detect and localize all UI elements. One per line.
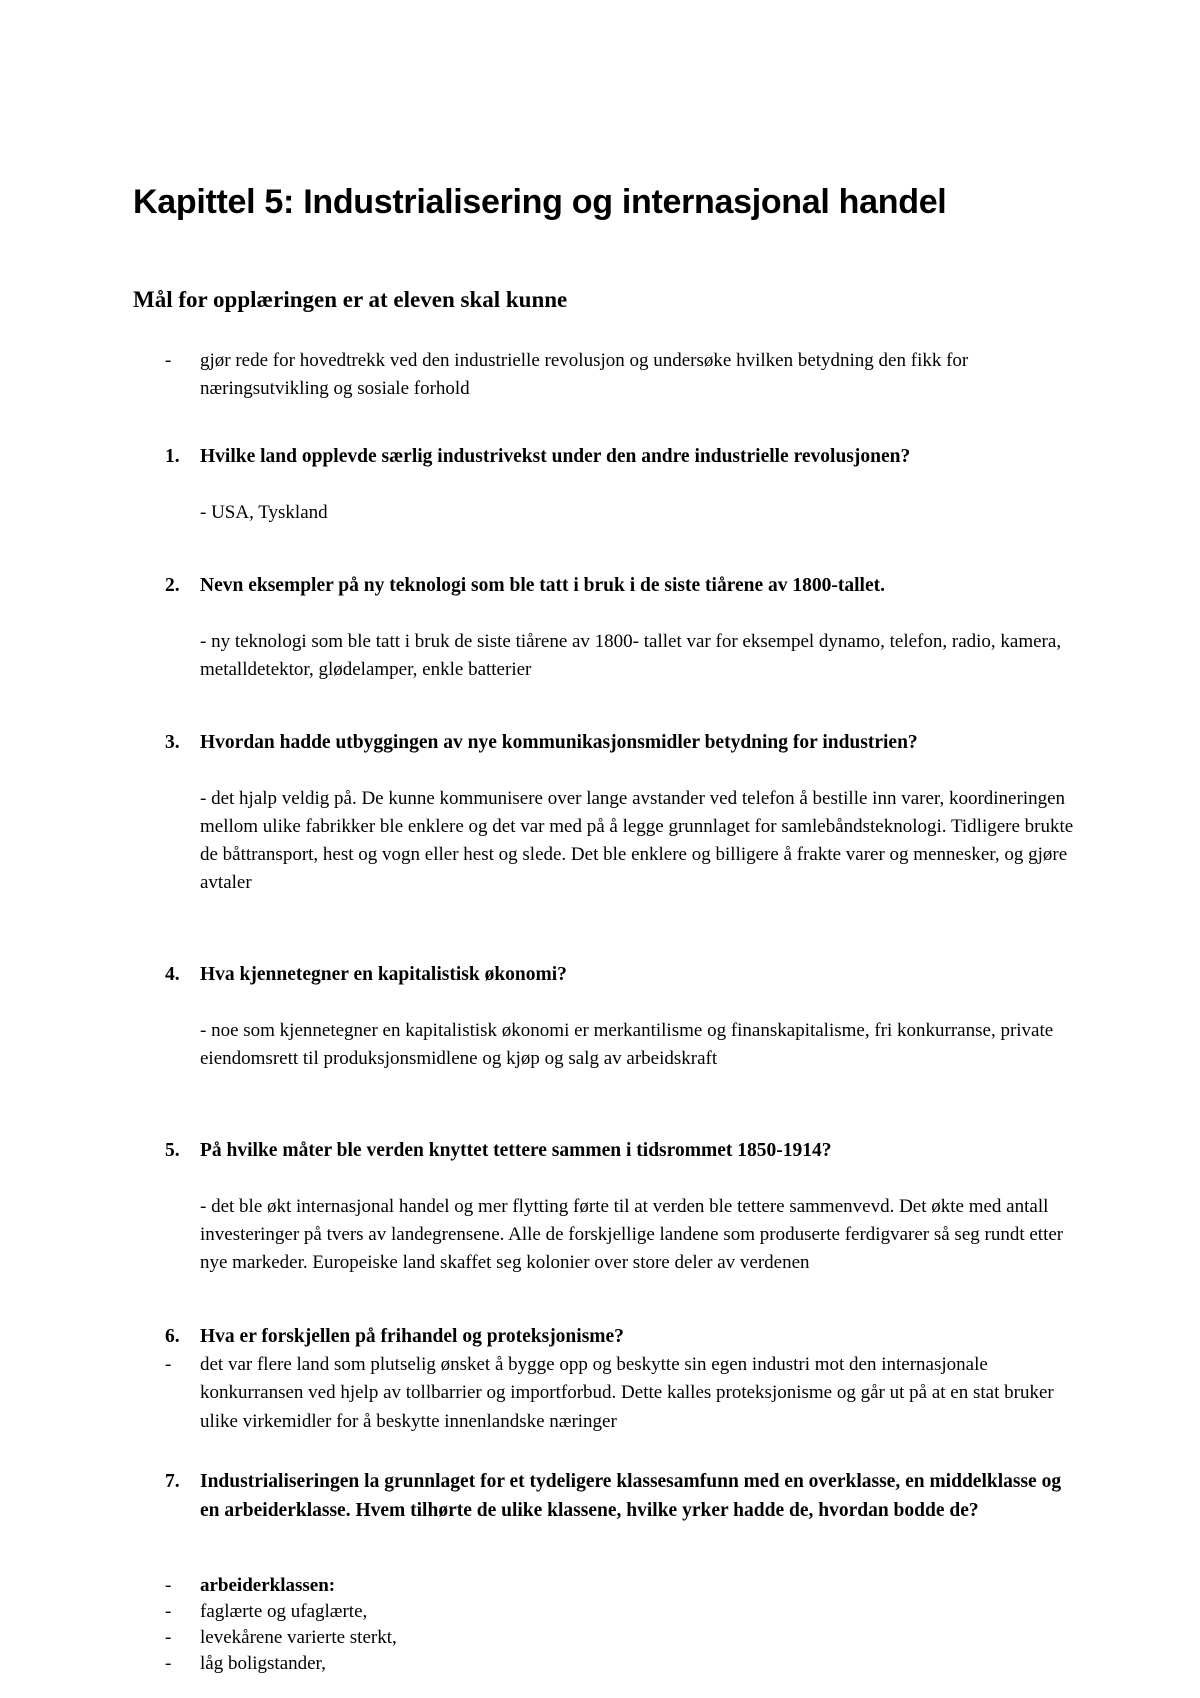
question-block-5 (133, 1137, 1082, 1277)
list-item (133, 1625, 1082, 1650)
question-number: 4. (165, 964, 180, 986)
question-block-3 (133, 729, 1082, 897)
question-4 (133, 961, 1082, 990)
question-number: 2. (165, 574, 180, 596)
question-2 (133, 572, 1082, 601)
question-number: 6. (165, 1325, 180, 1347)
question-5 (133, 1137, 1082, 1166)
answer-5: - det ble økt internasjonal handel og mer flytting førte til at verden ble tettere sammenvevd. Det økte med antall investeringer på tvers av landegrensene. Alle de forskjellige landene som produserte ferdigvarer så seg rundt etter nye markeder. Europeiske land skaffet seg kolonier over store deler av verdenen (200, 1196, 1064, 1274)
question-7 (133, 1468, 1082, 1526)
goal-bullet (133, 347, 1080, 403)
list-item (133, 1573, 1082, 1598)
question-number: 1. (165, 445, 180, 467)
dash-bullet: - (165, 1627, 172, 1649)
answer-1: - USA, Tyskland (200, 501, 328, 523)
goal-bullet-text: gjør rede for hovedtrekk ved den industrielle revolusjon og undersøke hvilken betydning den fikk for næringsutvikling og sosiale forhold (200, 349, 969, 399)
answer-2: - ny teknologi som ble tatt i bruk de siste tiårene av 1800- tallet var for eksempel dynamo, telefon, radio, kamera, metalldetektor, glødelamper, enkle batterier (200, 630, 1062, 680)
question-text: Hvilke land opplevde særlig industrivekst under den andre industrielle revolusjonen? (200, 445, 911, 467)
question-block-4 (133, 961, 1082, 1073)
question-6 (133, 1323, 1082, 1352)
question-block-1 (133, 443, 1082, 527)
question-number: 3. (165, 731, 180, 753)
list-item (133, 1651, 1082, 1676)
list-item (133, 1599, 1082, 1624)
dash-bullet: - (165, 1601, 172, 1623)
dash-bullet: - (165, 349, 172, 371)
question-text: Hva er forskjellen på frihandel og proteksjonisme? (200, 1325, 624, 1347)
answer-6 (133, 1351, 1080, 1435)
learning-goals-heading: Mål for opplæringen er at eleven skal kunne (133, 286, 568, 312)
question-3 (133, 729, 1082, 758)
page-title: Kapittel 5: Industrialisering og internasjonal handel (133, 183, 947, 221)
question-text: Hvordan hadde utbyggingen av nye kommunikasjonsmidler betydning for industrien? (200, 731, 918, 753)
question-number: 7. (165, 1470, 180, 1492)
answer-3: - det hjalp veldig på. De kunne kommunisere over lange avstander ved telefon å bestille inn varer, koordineringen mellom ulike fabrikker ble enklere og det var med på å legge grunnlaget for samlebåndsteknologi. Tidligere brukte de båttransport, hest og vogn eller hest og slede. Det ble enklere og billigere å frakte varer og mennesker, og gjøre avtaler (200, 787, 1074, 894)
dash-bullet: - (165, 1354, 172, 1376)
list-item-text: arbeiderklassen: (200, 1575, 336, 1597)
worker-class-list (133, 1573, 1082, 1676)
question-text: Hva kjennetegner en kapitalistisk økonomi? (200, 964, 567, 986)
question-1 (133, 443, 1082, 472)
question-number: 5. (165, 1140, 180, 1162)
answer-text: det var flere land som plutselig ønsket å bygge opp og beskytte sin egen industri mot den internasjonale konkurransen ved hjelp av tollbarrier og importforbud. Dette kalles proteksjonisme og går ut på at en stat bruker ulike virkemidler for å beskytte innenlandske næringer (200, 1354, 1054, 1432)
question-block-7 (133, 1468, 1082, 1526)
question-text: Industrialiseringen la grunnlaget for et tydeligere klassesamfunn med en overklasse, en middelklasse og en arbeiderklasse. Hvem tilhørte de ulike klassene, hvilke yrker hadde de, hvordan bodde de? (200, 1470, 1062, 1521)
list-item-text: faglærte og ufaglærte, (200, 1601, 368, 1623)
question-block-6 (133, 1323, 1082, 1436)
answer-4: - noe som kjennetegner en kapitalistisk økonomi er merkantilisme og finanskapitalisme, fri konkurranse, private eiendomsrett til produksjonsmidlene og kjøp og salg av arbeidskraft (200, 1020, 1054, 1070)
dash-bullet: - (165, 1575, 172, 1597)
list-item-text: låg boligstander, (200, 1653, 326, 1675)
question-block-2 (133, 572, 1082, 684)
question-text: På hvilke måter ble verden knyttet tettere sammen i tidsrommet 1850-1914? (200, 1140, 832, 1162)
list-item-text: levekårene varierte sterkt, (200, 1627, 397, 1649)
dash-bullet: - (165, 1653, 172, 1675)
question-text: Nevn eksempler på ny teknologi som ble tatt i bruk i de siste tiårene av 1800-tallet. (200, 574, 885, 596)
